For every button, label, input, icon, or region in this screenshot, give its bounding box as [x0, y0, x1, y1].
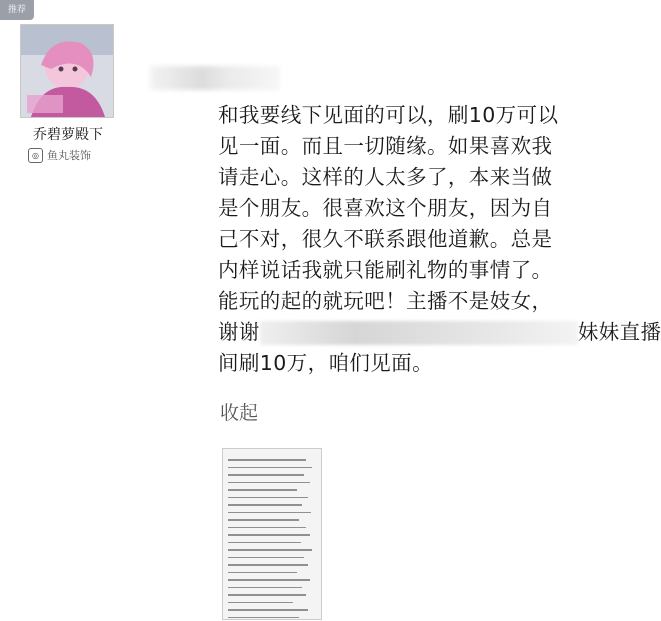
source-label: 鱼丸装饰 [47, 149, 91, 162]
post-line: 己不对，很久不联系跟他道歉。总是 [218, 227, 553, 251]
post-line: 请走心。这样的人太多了，本来当做 [218, 165, 553, 189]
avatar[interactable] [20, 24, 114, 118]
post-line: 间刷10万，咱们见面。 [218, 351, 433, 375]
post-line-end: 妹妹直播 [577, 320, 661, 344]
post-line [218, 317, 661, 348]
post-line: 见一面。而且一切随缘。如果喜欢我 [218, 134, 553, 158]
avatar-image [21, 25, 113, 117]
post-line: 是个朋友。很喜欢这个朋友，因为自 [218, 196, 553, 220]
post-body [218, 100, 661, 379]
post-line: 和我要线下见面的可以，刷10万可以 [218, 103, 559, 127]
post-line-start: 谢谢 [218, 320, 260, 344]
post-image-thumbnail[interactable] [222, 448, 322, 620]
collapse-link[interactable]: 收起 [220, 402, 259, 424]
fish-icon: ◎ [28, 148, 43, 163]
username[interactable]: 乔碧萝殿下 [33, 127, 103, 143]
post-line: 能玩的起的就玩吧！主播不是妓女， [218, 289, 553, 313]
redacted-nickname [150, 66, 280, 90]
source-tag[interactable] [28, 146, 91, 164]
post-line: 内样说话我就只能刷礼物的事情了。 [218, 258, 553, 282]
recommend-badge: 推荐 [0, 0, 34, 20]
redacted-text [260, 321, 578, 345]
